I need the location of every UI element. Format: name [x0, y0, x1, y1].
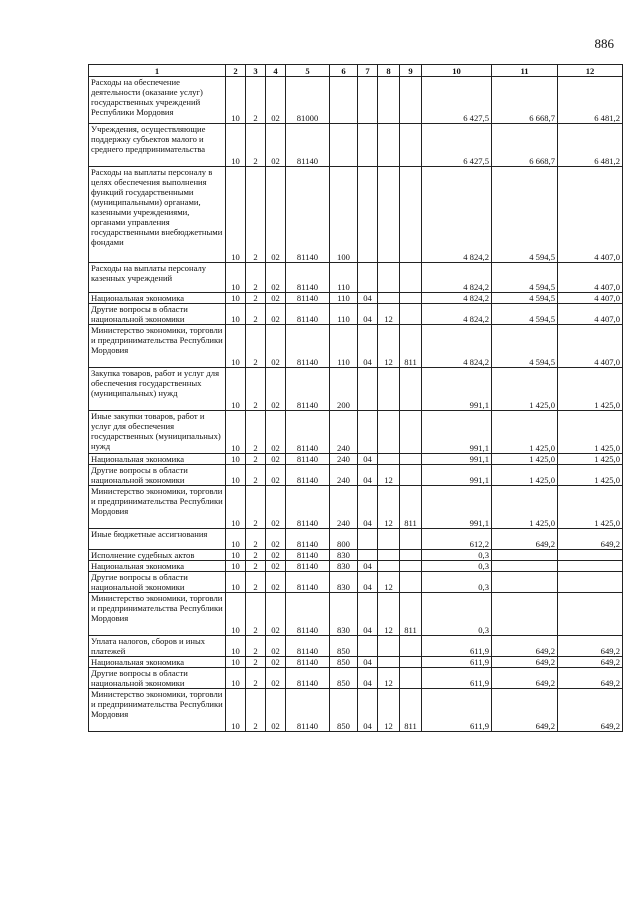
row-name-cell: Другие вопросы в области национальной экономики: [89, 668, 226, 689]
code-cell: [400, 304, 422, 325]
code-cell: [400, 657, 422, 668]
amount-cell: 991,1: [422, 411, 492, 454]
code-cell: [400, 167, 422, 263]
amount-cell: 1 425,0: [558, 486, 623, 529]
code-cell: 2: [246, 263, 266, 293]
amount-cell: [492, 572, 558, 593]
code-cell: 02: [266, 689, 286, 732]
code-cell: 81140: [286, 167, 330, 263]
table-body: [89, 77, 623, 732]
row-name-cell: Закупка товаров, работ и услуг для обеспечения государственных (муниципальных) нужд: [89, 368, 226, 411]
code-cell: 2: [246, 454, 266, 465]
code-cell: 02: [266, 77, 286, 124]
code-cell: 02: [266, 465, 286, 486]
code-cell: 830: [330, 550, 358, 561]
row-name-cell: Другие вопросы в области национальной экономики: [89, 572, 226, 593]
code-cell: 02: [266, 668, 286, 689]
code-cell: 10: [226, 529, 246, 550]
code-cell: 81140: [286, 486, 330, 529]
table-row: [89, 454, 623, 465]
code-cell: 81140: [286, 561, 330, 572]
code-cell: 12: [378, 689, 400, 732]
code-cell: 830: [330, 561, 358, 572]
code-cell: [400, 572, 422, 593]
code-cell: 02: [266, 593, 286, 636]
code-cell: 81140: [286, 657, 330, 668]
code-cell: [358, 368, 378, 411]
row-name-cell: Расходы на обеспечение деятельности (оказание услуг) государственных учреждений Республики Мордовия: [89, 77, 226, 124]
amount-cell: 4 407,0: [558, 304, 623, 325]
code-cell: [378, 529, 400, 550]
code-cell: 81140: [286, 593, 330, 636]
amount-cell: 6 668,7: [492, 77, 558, 124]
code-cell: [400, 550, 422, 561]
amount-cell: 612,2: [422, 529, 492, 550]
code-cell: 10: [226, 668, 246, 689]
table-row: [89, 411, 623, 454]
code-cell: 10: [226, 465, 246, 486]
code-cell: 2: [246, 124, 266, 167]
amount-cell: 6 427,5: [422, 77, 492, 124]
amount-cell: 6 427,5: [422, 124, 492, 167]
table-row: [89, 636, 623, 657]
amount-cell: 611,9: [422, 689, 492, 732]
amount-cell: 1 425,0: [558, 368, 623, 411]
table-row: [89, 325, 623, 368]
code-cell: 04: [358, 454, 378, 465]
code-cell: 81000: [286, 77, 330, 124]
code-cell: [378, 550, 400, 561]
code-cell: 10: [226, 293, 246, 304]
code-cell: 240: [330, 454, 358, 465]
row-name-cell: Министерство экономики, торговли и предпринимательства Республики Мордовия: [89, 593, 226, 636]
amount-cell: 4 407,0: [558, 293, 623, 304]
code-cell: 04: [358, 325, 378, 368]
table-row: [89, 593, 623, 636]
code-cell: [358, 263, 378, 293]
amount-cell: 4 594,5: [492, 304, 558, 325]
amount-cell: 991,1: [422, 454, 492, 465]
code-cell: 02: [266, 486, 286, 529]
amount-cell: 4 824,2: [422, 304, 492, 325]
amount-cell: 649,2: [558, 689, 623, 732]
code-cell: 12: [378, 304, 400, 325]
code-cell: 2: [246, 368, 266, 411]
code-cell: [358, 529, 378, 550]
code-cell: 02: [266, 293, 286, 304]
amount-cell: 4 824,2: [422, 263, 492, 293]
code-cell: 02: [266, 572, 286, 593]
budget-table-container: [88, 64, 623, 732]
code-cell: 02: [266, 167, 286, 263]
code-cell: 02: [266, 529, 286, 550]
code-cell: 10: [226, 411, 246, 454]
amount-cell: 4 824,2: [422, 167, 492, 263]
code-cell: 12: [378, 572, 400, 593]
amount-cell: 4 407,0: [558, 263, 623, 293]
amount-cell: 649,2: [492, 689, 558, 732]
code-cell: [400, 465, 422, 486]
table-row: [89, 668, 623, 689]
code-cell: 100: [330, 167, 358, 263]
code-cell: [400, 77, 422, 124]
amount-cell: 991,1: [422, 486, 492, 529]
code-cell: 850: [330, 657, 358, 668]
code-cell: [400, 368, 422, 411]
code-cell: [358, 411, 378, 454]
code-cell: 10: [226, 167, 246, 263]
code-cell: 240: [330, 411, 358, 454]
code-cell: 2: [246, 293, 266, 304]
code-cell: [378, 561, 400, 572]
code-cell: 02: [266, 550, 286, 561]
amount-cell: 4 594,5: [492, 167, 558, 263]
amount-cell: 649,2: [492, 636, 558, 657]
code-cell: 2: [246, 529, 266, 550]
code-cell: [400, 293, 422, 304]
table-row: [89, 561, 623, 572]
code-cell: 81140: [286, 465, 330, 486]
row-name-cell: Иные закупки товаров, работ и услуг для обеспечения государственных (муниципальных) нужд: [89, 411, 226, 454]
amount-cell: 6 668,7: [492, 124, 558, 167]
code-cell: 2: [246, 325, 266, 368]
amount-cell: 1 425,0: [558, 454, 623, 465]
amount-cell: [558, 561, 623, 572]
code-cell: 2: [246, 465, 266, 486]
row-name-cell: Национальная экономика: [89, 454, 226, 465]
code-cell: 811: [400, 486, 422, 529]
code-cell: 04: [358, 561, 378, 572]
row-name-cell: Национальная экономика: [89, 657, 226, 668]
amount-cell: 991,1: [422, 368, 492, 411]
code-cell: 850: [330, 689, 358, 732]
code-cell: 811: [400, 689, 422, 732]
column-header: 4: [266, 65, 286, 77]
amount-cell: 1 425,0: [492, 411, 558, 454]
amount-cell: 4 407,0: [558, 167, 623, 263]
code-cell: 240: [330, 486, 358, 529]
row-name-cell: Исполнение судебных актов: [89, 550, 226, 561]
amount-cell: 6 481,2: [558, 77, 623, 124]
code-cell: 02: [266, 304, 286, 325]
amount-cell: 1 425,0: [492, 368, 558, 411]
code-cell: 12: [378, 668, 400, 689]
code-cell: 10: [226, 636, 246, 657]
amount-cell: 4 824,2: [422, 325, 492, 368]
amount-cell: 649,2: [492, 657, 558, 668]
amount-cell: 4 824,2: [422, 293, 492, 304]
code-cell: 04: [358, 689, 378, 732]
amount-cell: 4 407,0: [558, 325, 623, 368]
amount-cell: 649,2: [558, 636, 623, 657]
amount-cell: 649,2: [558, 657, 623, 668]
code-cell: 04: [358, 593, 378, 636]
code-cell: [378, 77, 400, 124]
code-cell: 81140: [286, 124, 330, 167]
table-row: [89, 263, 623, 293]
code-cell: 10: [226, 572, 246, 593]
code-cell: 110: [330, 304, 358, 325]
code-cell: 10: [226, 304, 246, 325]
code-cell: 12: [378, 325, 400, 368]
code-cell: 10: [226, 454, 246, 465]
code-cell: 81140: [286, 411, 330, 454]
code-cell: 110: [330, 263, 358, 293]
table-row: [89, 657, 623, 668]
amount-cell: 1 425,0: [492, 486, 558, 529]
code-cell: 81140: [286, 304, 330, 325]
code-cell: [400, 411, 422, 454]
row-name-cell: Расходы на выплаты персоналу казенных учреждений: [89, 263, 226, 293]
code-cell: 110: [330, 293, 358, 304]
code-cell: [378, 167, 400, 263]
row-name-cell: Учреждения, осуществляющие поддержку субъектов малого и среднего предпринимательства: [89, 124, 226, 167]
code-cell: 02: [266, 263, 286, 293]
amount-cell: 6 481,2: [558, 124, 623, 167]
amount-cell: [558, 572, 623, 593]
column-header: 9: [400, 65, 422, 77]
code-cell: 10: [226, 689, 246, 732]
code-cell: 811: [400, 325, 422, 368]
code-cell: 81140: [286, 550, 330, 561]
column-header: 6: [330, 65, 358, 77]
amount-cell: 611,9: [422, 668, 492, 689]
amount-cell: 1 425,0: [558, 465, 623, 486]
code-cell: 800: [330, 529, 358, 550]
code-cell: 81140: [286, 293, 330, 304]
code-cell: [378, 293, 400, 304]
table-row: [89, 304, 623, 325]
amount-cell: 611,9: [422, 636, 492, 657]
code-cell: 02: [266, 124, 286, 167]
code-cell: 02: [266, 325, 286, 368]
code-cell: 10: [226, 593, 246, 636]
row-name-cell: Расходы на выплаты персоналу в целях обеспечения выполнения функций государственными (муниципальными) органами, казенными учреждениями, органами управления государственными внебюджетными фондами: [89, 167, 226, 263]
code-cell: 10: [226, 657, 246, 668]
code-cell: 10: [226, 325, 246, 368]
code-cell: 2: [246, 572, 266, 593]
column-header: 3: [246, 65, 266, 77]
code-cell: [378, 411, 400, 454]
code-cell: 811: [400, 593, 422, 636]
code-cell: [400, 561, 422, 572]
code-cell: 830: [330, 572, 358, 593]
code-cell: 02: [266, 561, 286, 572]
row-name-cell: Министерство экономики, торговли и предпринимательства Республики Мордовия: [89, 325, 226, 368]
code-cell: [400, 529, 422, 550]
code-cell: 2: [246, 668, 266, 689]
code-cell: 04: [358, 668, 378, 689]
table-row: [89, 368, 623, 411]
code-cell: [330, 124, 358, 167]
code-cell: 81140: [286, 689, 330, 732]
amount-cell: 4 594,5: [492, 325, 558, 368]
code-cell: 850: [330, 668, 358, 689]
code-cell: 81140: [286, 636, 330, 657]
table-row: [89, 550, 623, 561]
code-cell: [358, 124, 378, 167]
amount-cell: [558, 550, 623, 561]
amount-cell: 0,3: [422, 572, 492, 593]
code-cell: 2: [246, 593, 266, 636]
row-name-cell: Иные бюджетные ассигнования: [89, 529, 226, 550]
code-cell: 850: [330, 636, 358, 657]
code-cell: 02: [266, 636, 286, 657]
code-cell: 10: [226, 368, 246, 411]
code-cell: 10: [226, 77, 246, 124]
table-row: [89, 529, 623, 550]
table-row: [89, 293, 623, 304]
code-cell: 2: [246, 77, 266, 124]
code-cell: 04: [358, 657, 378, 668]
table-row: [89, 77, 623, 124]
amount-cell: 1 425,0: [558, 411, 623, 454]
table-row: [89, 465, 623, 486]
code-cell: [400, 668, 422, 689]
amount-cell: 649,2: [492, 529, 558, 550]
code-cell: [378, 368, 400, 411]
column-header: 11: [492, 65, 558, 77]
table-header-row: [89, 65, 623, 77]
code-cell: [378, 263, 400, 293]
code-cell: 81140: [286, 368, 330, 411]
amount-cell: [558, 593, 623, 636]
code-cell: 04: [358, 486, 378, 529]
code-cell: 81140: [286, 263, 330, 293]
page-number: 886: [594, 36, 614, 51]
code-cell: 2: [246, 657, 266, 668]
table-row: [89, 124, 623, 167]
table-row: [89, 486, 623, 529]
column-header: 10: [422, 65, 492, 77]
code-cell: [358, 636, 378, 657]
code-cell: 02: [266, 368, 286, 411]
code-cell: 04: [358, 293, 378, 304]
amount-cell: [492, 561, 558, 572]
code-cell: 81140: [286, 454, 330, 465]
code-cell: 04: [358, 465, 378, 486]
amount-cell: 4 594,5: [492, 293, 558, 304]
code-cell: 02: [266, 411, 286, 454]
row-name-cell: Другие вопросы в области национальной экономики: [89, 465, 226, 486]
code-cell: 10: [226, 124, 246, 167]
amount-cell: 649,2: [558, 529, 623, 550]
code-cell: 2: [246, 411, 266, 454]
budget-table: [88, 64, 623, 732]
column-header: 7: [358, 65, 378, 77]
code-cell: [358, 77, 378, 124]
amount-cell: 991,1: [422, 465, 492, 486]
table-row: [89, 689, 623, 732]
amount-cell: 0,3: [422, 561, 492, 572]
code-cell: 240: [330, 465, 358, 486]
amount-cell: 1 425,0: [492, 454, 558, 465]
amount-cell: 0,3: [422, 550, 492, 561]
amount-cell: [492, 550, 558, 561]
code-cell: 2: [246, 167, 266, 263]
amount-cell: 649,2: [558, 668, 623, 689]
code-cell: [378, 657, 400, 668]
code-cell: [400, 263, 422, 293]
code-cell: 81140: [286, 668, 330, 689]
code-cell: 81140: [286, 325, 330, 368]
code-cell: 2: [246, 689, 266, 732]
amount-cell: 649,2: [492, 668, 558, 689]
row-name-cell: Национальная экономика: [89, 293, 226, 304]
code-cell: [400, 636, 422, 657]
code-cell: 2: [246, 486, 266, 529]
column-header: 12: [558, 65, 623, 77]
code-cell: [400, 454, 422, 465]
table-row: [89, 572, 623, 593]
row-name-cell: Другие вопросы в области национальной экономики: [89, 304, 226, 325]
code-cell: 12: [378, 486, 400, 529]
code-cell: 2: [246, 561, 266, 572]
code-cell: 110: [330, 325, 358, 368]
code-cell: 12: [378, 465, 400, 486]
row-name-cell: Уплата налогов, сборов и иных платежей: [89, 636, 226, 657]
row-name-cell: Национальная экономика: [89, 561, 226, 572]
row-name-cell: Министерство экономики, торговли и предпринимательства Республики Мордовия: [89, 689, 226, 732]
code-cell: 10: [226, 550, 246, 561]
column-header: 2: [226, 65, 246, 77]
amount-cell: 0,3: [422, 593, 492, 636]
column-header: 5: [286, 65, 330, 77]
column-header: 1: [89, 65, 226, 77]
code-cell: 10: [226, 561, 246, 572]
code-cell: [378, 454, 400, 465]
amount-cell: 1 425,0: [492, 465, 558, 486]
code-cell: [400, 124, 422, 167]
row-name-cell: Министерство экономики, торговли и предпринимательства Республики Мордовия: [89, 486, 226, 529]
code-cell: 2: [246, 550, 266, 561]
code-cell: 04: [358, 572, 378, 593]
code-cell: 81140: [286, 572, 330, 593]
code-cell: [378, 124, 400, 167]
code-cell: 10: [226, 486, 246, 529]
amount-cell: 611,9: [422, 657, 492, 668]
amount-cell: [492, 593, 558, 636]
table-row: [89, 167, 623, 263]
code-cell: [358, 167, 378, 263]
code-cell: 02: [266, 454, 286, 465]
code-cell: 2: [246, 304, 266, 325]
code-cell: 02: [266, 657, 286, 668]
code-cell: [330, 77, 358, 124]
amount-cell: 4 594,5: [492, 263, 558, 293]
code-cell: 10: [226, 263, 246, 293]
code-cell: 12: [378, 593, 400, 636]
code-cell: 200: [330, 368, 358, 411]
code-cell: [378, 636, 400, 657]
code-cell: 830: [330, 593, 358, 636]
column-header: 8: [378, 65, 400, 77]
code-cell: 81140: [286, 529, 330, 550]
code-cell: 04: [358, 304, 378, 325]
code-cell: 2: [246, 636, 266, 657]
code-cell: [358, 550, 378, 561]
